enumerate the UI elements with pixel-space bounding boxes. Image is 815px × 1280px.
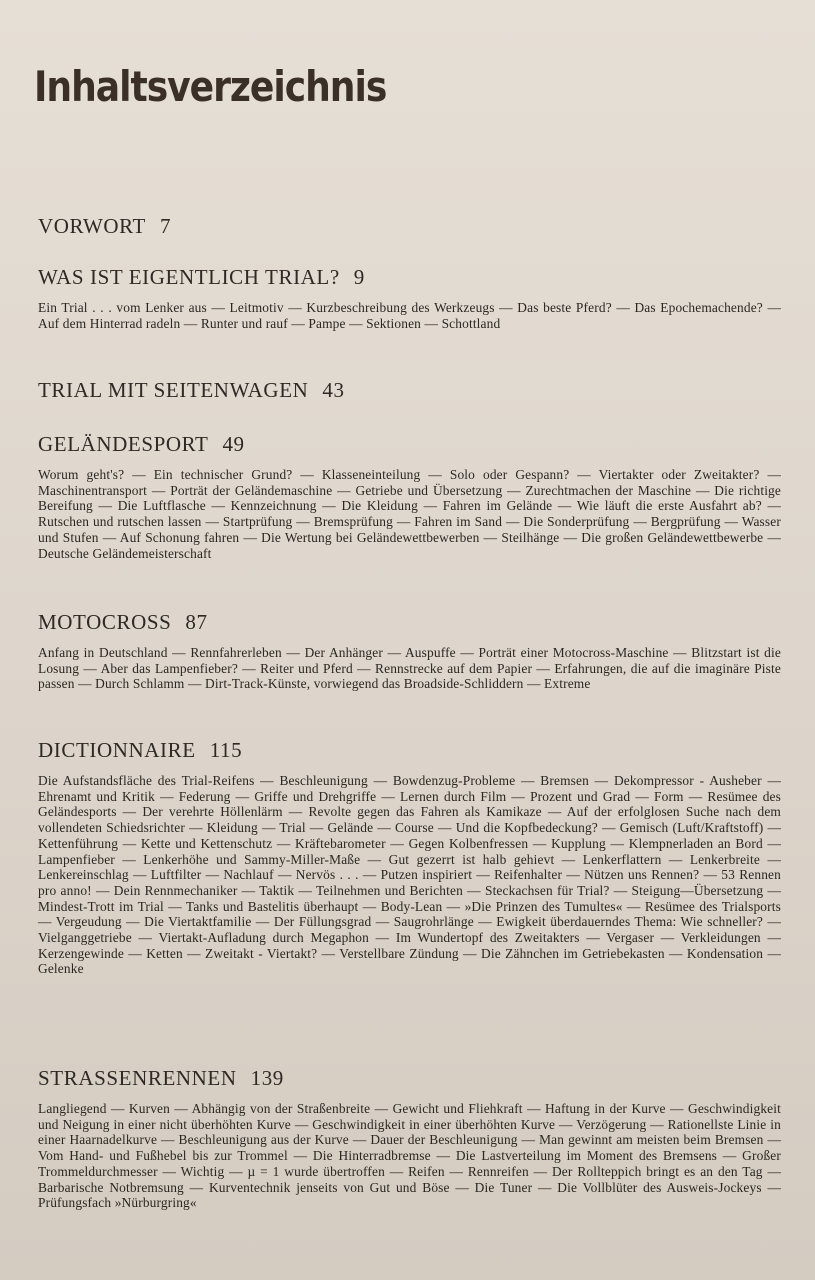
section-title: TRIAL MIT SEITENWAGEN xyxy=(38,378,309,402)
section-vorwort xyxy=(38,214,781,239)
section-title: VORWORT xyxy=(38,214,146,238)
section-heading xyxy=(38,610,781,635)
section-heading xyxy=(38,378,781,403)
section-dictionnaire xyxy=(38,738,781,977)
page-title: Inhaltsverzeichnis xyxy=(34,62,387,111)
section-contents: Langliegend — Kurven — Abhängig von der Straßenbreite — Gewicht und Fliehkraft — Haftung in der Kurve — Geschwindigkeit und Neigung in einer nicht überhöhten Kurve — Geschwindigkeit in einer überhöhten Kurve — Verzögerung — Rationellste Linie in einer Haarnadelkurve — Beschleunigung aus der Kurve — Dauer der Beschleunigung — Man gewinnt am meisten beim Bremsen — Vom Hand- und Fußhebel bis zur Trommel — Die Hinterradbremse — Die Lastverteilung im Moment des Bremsens — Großer Trommeldurchmesser — Wichtig — µ = 1 wurde übertroffen — Reifen — Rennreifen — Der Rollteppich bringt es an den Tag — Barbarische Notbremsung — Kurventechnik jenseits von Gut und Böse — Die Tuner — Die Vollblüter des Ausweis-Jockeys — Prüfungsfach »Nürburgring« xyxy=(38,1101,781,1211)
section-trial-mit-seitenwagen xyxy=(38,378,781,403)
section-heading xyxy=(38,738,781,763)
section-title: MOTOCROSS xyxy=(38,610,172,634)
section-heading xyxy=(38,1066,781,1091)
section-contents: Anfang in Deutschland — Rennfahrerleben — Der Anhänger — Auspuffe — Porträt einer Motocross-Maschine — Blitzstart ist die Losung — Aber das Lampenfieber? — Reiter und Pferd — Rennstrecke auf dem Papier — Erfahrungen, die auf die imaginäre Piste passen — Durch Schlamm — Dirt-Track-Künste, vorwiegend das Broadside-Schliddern — Extreme xyxy=(38,645,781,692)
section-strassenrennen xyxy=(38,1066,781,1211)
section-contents: Worum geht's? — Ein technischer Grund? — Klasseneinteilung — Solo oder Gespann? — Viertakter oder Zweitakter? — Maschinentransport — Porträt der Geländemaschine — Getriebe und Übersetzung — Zurechtmachen der Maschine — Die richtige Bereifung — Die Luftflasche — Kennzeichnung — Die Kleidung — Fahren im Gelände — Wie läuft die erste Ausfahrt ab? — Rutschen und rutschen lassen — Startprüfung — Bremsprüfung — Fahren im Sand — Die Sonderprüfung — Bergprüfung — Wasser und Stufen — Auf Schonung fahren — Die Wertung bei Geländewettbewerben — Steilhänge — Die großen Geländewettbewerbe — Deutsche Geländemeisterschaft xyxy=(38,467,781,561)
section-title: GELÄNDESPORT xyxy=(38,432,209,456)
section-page-number: 87 xyxy=(185,610,208,634)
section-contents: Ein Trial . . . vom Lenker aus — Leitmotiv — Kurzbeschreibung des Werkzeugs — Das beste Pferd? — Das Epochemachende? — Auf dem Hinterrad radeln — Runter und rauf — Pampe — Sektionen — Schottland xyxy=(38,300,781,331)
section-page-number: 115 xyxy=(209,738,243,762)
section-contents: Die Aufstandsfläche des Trial-Reifens — Beschleunigung — Bowdenzug-Probleme — Bremsen — Dekompressor - Ausheber — Ehrenamt und Kritik — Federung — Griffe und Drehgriffe — Lernen durch Film — Prozent und Grad — Form — Resümee des Geländesports — Der verehrte Höllenlärm — Revolte gegen das Fahren als Kamikaze — Auf der erfolglosen Suche nach dem vollendeten Schiedsrichter — Kleidung — Trial — Gelände — Course — Und die Kopfbedeckung? — Gemisch (Luft/Kraftstoff) — Kettenführung — Kette und Kettenschutz — Kräftebarometer — Gegen Kolbenfressen — Kupplung — Klempnerladen an Bord — Lampenfieber — Lenkerhöhe und Sammy-Miller-Maße — Gut gezerrt ist halb gehievt — Lenkerflattern — Lenkerbreite — Lenkereinschlag — Luftfilter — Nachlauf — Nervös . . . — Putzen inspiriert — Reifenhalter — Nützen uns Rennen? — 53 Rennen pro anno! — Dein Rennmechaniker — Taktik — Teilnehmen und Berichten — Steckachsen für Trial? — Steigung—Übersetzung — Mindest-Trott im Trial — Tanks und Bastelitis überhaupt — Body-Lean — »Die Prinzen des Tumultes« — Resümee des Trialsports — Vergeudung — Die Viertaktfamilie — Der Füllungsgrad — Saugrohrlänge — Ewigkeit überdauerndes Thema: Wie schneller? — Vielganggetriebe — Viertakt-Aufladung durch Megaphon — Im Wundertopf des Zweitakters — Vergaser — Verkleidungen — Kerzengewinde — Ketten — Zweitakt - Viertakt? — Verstellbare Zündung — Die Zähnchen im Getriebekasten — Kondensation — Gelenke xyxy=(38,773,781,977)
section-page-number: 49 xyxy=(222,432,245,456)
section-page-number: 9 xyxy=(353,265,365,289)
section-title: DICTIONNAIRE xyxy=(38,738,196,762)
section-was-ist-eigentlich-trial xyxy=(38,265,781,331)
section-page-number: 139 xyxy=(250,1066,284,1090)
section-title: WAS IST EIGENTLICH TRIAL? xyxy=(38,265,340,289)
section-heading xyxy=(38,214,781,239)
section-motocross xyxy=(38,610,781,692)
section-heading xyxy=(38,432,781,457)
section-page-number: 7 xyxy=(159,214,172,238)
section-gelaendesport xyxy=(38,432,781,561)
section-title: STRASSENRENNEN xyxy=(38,1066,237,1090)
section-heading xyxy=(38,265,781,290)
section-page-number: 43 xyxy=(322,378,345,402)
